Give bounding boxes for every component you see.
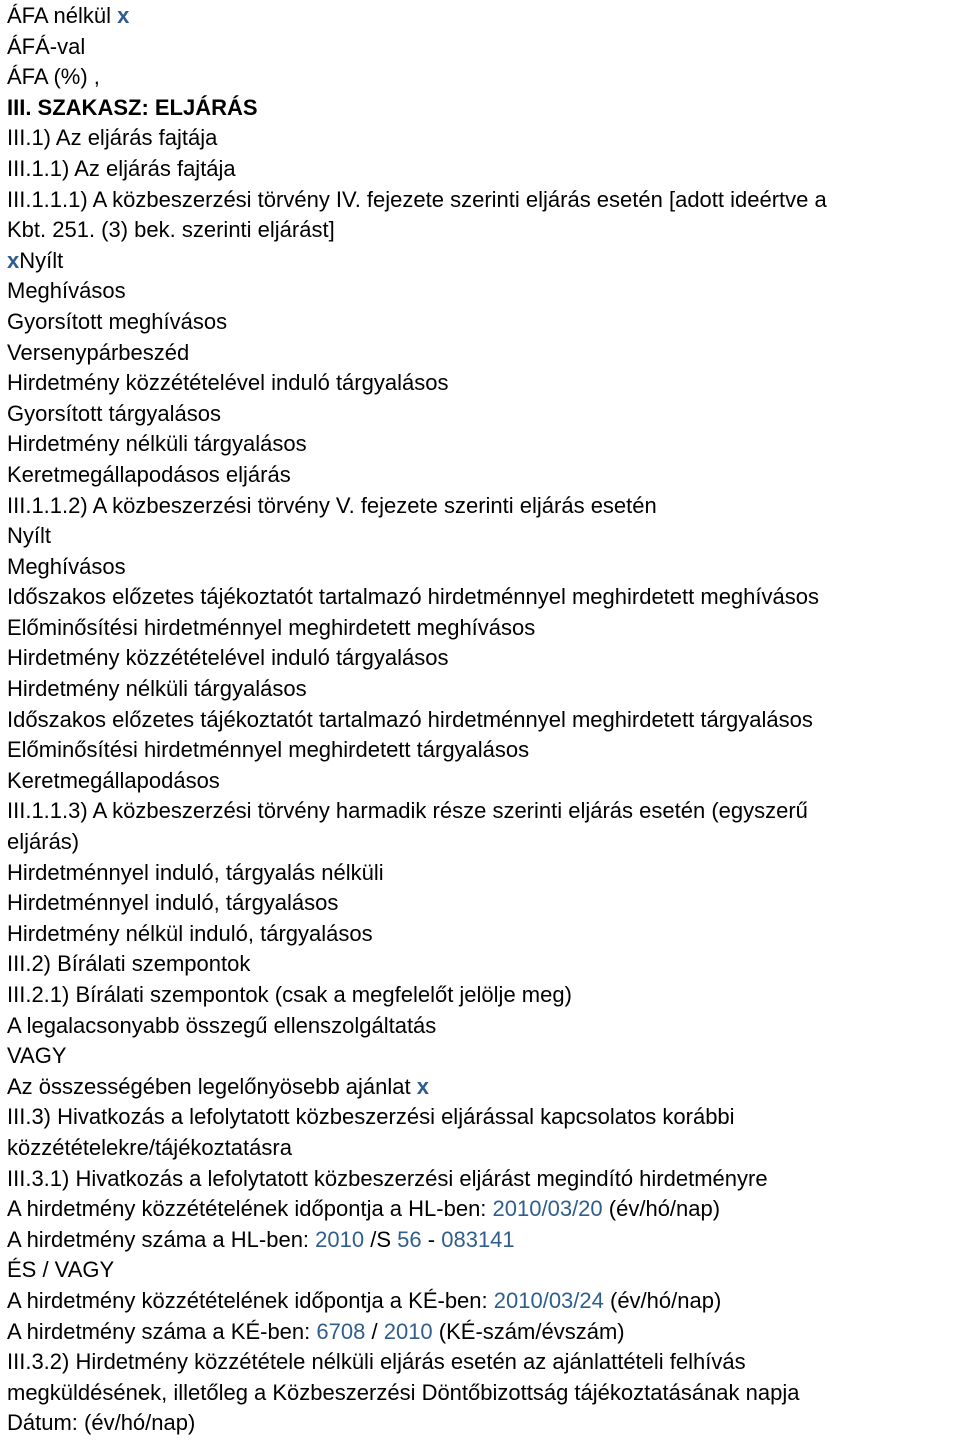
hl-publication-date-line xyxy=(7,1194,960,1225)
hl-publication-date-value: 2010/03/20 xyxy=(492,1196,603,1222)
ke-publication-date-line xyxy=(7,1286,960,1317)
hl-publication-date-label: A hirdetmény közzétételének időpontja a HL-ben: xyxy=(7,1196,487,1222)
heading-iii-1-1-2: III.1.1.2) A közbeszerzési törvény V. fejezete szerinti eljárás esetén xyxy=(7,492,657,518)
hl-notice-dash: - xyxy=(427,1226,436,1252)
most-advantageous-checkmark: x xyxy=(416,1073,429,1099)
ke-publication-date-format: (év/hó/nap) xyxy=(610,1287,722,1313)
hl-notice-number: 083141 xyxy=(441,1226,515,1252)
heading-iii-1-1-1-cont: Kbt. 251. (3) bek. szerinti eljárást] xyxy=(7,217,335,243)
option-restricted: Meghívásos xyxy=(7,278,126,304)
option-simple-notice-negotiated: Hirdetménnyel induló, tárgyalásos xyxy=(7,890,339,916)
heading-iii-3-2-cont: megküldésének, illetőleg a Közbeszerzési Döntőbizottság tájékoztatásának napja xyxy=(7,1379,800,1405)
heading-iii-1: III.1) Az eljárás fajtája xyxy=(7,125,218,151)
heading-iii-3-cont: közzétételekre/tájékoztatásra xyxy=(7,1134,292,1160)
section-iii-heading: III. SZAKASZ: ELJÁRÁS xyxy=(7,94,258,120)
option-v-prequalified-restricted: Előminősítési hirdetménnyel meghirdetett meghívásos xyxy=(7,614,536,640)
vat-excluded-checkmark: x xyxy=(117,3,130,28)
hl-publication-date-format: (év/hó/nap) xyxy=(608,1196,721,1222)
ke-notice-number: 6708 xyxy=(316,1318,366,1344)
heading-iii-3-2: III.3.2) Hirdetmény közzététele nélküli eljárás esetén az ajánlattételi felhívás xyxy=(7,1349,746,1375)
criterion-most-advantageous-line xyxy=(7,1072,960,1103)
option-negotiated-without-notice: Hirdetmény nélküli tárgyalásos xyxy=(7,431,307,457)
open-checkmark: x xyxy=(7,247,20,273)
hl-notice-number-label: A hirdetmény száma a HL-ben: xyxy=(7,1226,310,1252)
heading-iii-2-1: III.2.1) Bírálati szempontok (csak a megfelelőt jelölje meg) xyxy=(7,982,572,1007)
ke-notice-sep: / xyxy=(371,1318,378,1344)
or-separator: VAGY xyxy=(7,1043,67,1069)
heading-iii-1-1-1: III.1.1.1) A közbeszerzési törvény IV. fejezete szerinti eljárás esetén [adott ideértve a xyxy=(7,186,827,212)
option-simple-no-notice-negotiated: Hirdetmény nélkül induló, tárgyalásos xyxy=(7,920,373,946)
ke-notice-number-label: A hirdetmény száma a KÉ-ben: xyxy=(7,1318,311,1344)
option-v-negotiated-without-notice: Hirdetmény nélküli tárgyalásos xyxy=(7,676,307,702)
heading-iii-2: III.2) Bírálati szempontok xyxy=(7,951,251,977)
option-v-negotiated-with-notice: Hirdetmény közzétételével induló tárgyalásos xyxy=(7,645,449,671)
option-negotiated-with-notice: Hirdetmény közzétételével induló tárgyalásos xyxy=(7,370,449,396)
option-v-periodic-restricted: Időszakos előzetes tájékoztatót tartalmazó hirdetménnyel meghirdetett meghívásos xyxy=(7,584,819,610)
ke-notice-format: (KÉ-szám/évszám) xyxy=(438,1318,625,1344)
ke-publication-date-label: A hirdetmény közzétételének időpontja a KÉ-ben: xyxy=(7,1287,488,1313)
and-or-separator: ÉS / VAGY xyxy=(7,1257,115,1283)
hl-notice-issue: 56 xyxy=(397,1226,422,1252)
option-v-framework: Keretmegállapodásos xyxy=(7,767,220,793)
hl-notice-series: /S xyxy=(370,1226,392,1252)
ke-notice-number-line xyxy=(7,1317,960,1348)
hl-notice-year: 2010 xyxy=(315,1226,365,1252)
option-simple-notice-no-negotiation: Hirdetménnyel induló, tárgyalás nélküli xyxy=(7,859,384,885)
option-v-restricted: Meghívásos xyxy=(7,553,126,579)
heading-iii-1-1-3-cont: eljárás) xyxy=(7,829,80,855)
heading-iii-1-1-3: III.1.1.3) A közbeszerzési törvény harmadik része szerinti eljárás esetén (egyszerű xyxy=(7,798,808,824)
option-v-periodic-negotiated: Időszakos előzetes tájékoztatót tartalmazó hirdetménnyel meghirdetett tárgyalásos xyxy=(7,706,813,732)
option-accelerated-restricted: Gyorsított meghívásos xyxy=(7,308,228,334)
vat-percent-line: ÁFA (%) , xyxy=(7,64,100,90)
hl-notice-number-line xyxy=(7,1225,960,1256)
option-open-line xyxy=(7,246,960,277)
option-competitive-dialogue: Versenypárbeszéd xyxy=(7,339,190,365)
vat-included-line: ÁFÁ-val xyxy=(7,33,86,59)
option-v-open: Nyílt xyxy=(7,523,51,549)
option-accelerated-negotiated: Gyorsított tárgyalásos xyxy=(7,400,221,426)
ke-publication-date-value: 2010/03/24 xyxy=(493,1287,604,1313)
heading-iii-3: III.3) Hivatkozás a lefolytatott közbeszerzési eljárással kapcsolatos korábbi xyxy=(7,1104,735,1130)
vat-excluded-line xyxy=(7,1,960,32)
document-page xyxy=(0,1,960,1439)
option-v-prequalified-negotiated: Előminősítési hirdetménnyel meghirdetett tárgyalásos xyxy=(7,737,530,763)
heading-iii-1-1: III.1.1) Az eljárás fajtája xyxy=(7,155,236,181)
criterion-most-advantageous-label: Az összességében legelőnyösebb ajánlat xyxy=(7,1073,411,1099)
heading-iii-3-1: III.3.1) Hivatkozás a lefolytatott közbeszerzési eljárást megindító hirdetményre xyxy=(7,1165,768,1191)
vat-excluded-label: ÁFA nélkül xyxy=(7,3,111,28)
ke-notice-year: 2010 xyxy=(383,1318,433,1344)
date-field-line: Dátum: (év/hó/nap) xyxy=(7,1410,196,1436)
criterion-lowest-price: A legalacsonyabb összegű ellenszolgáltatás xyxy=(7,1012,437,1038)
option-open-label: Nyílt xyxy=(19,247,64,273)
option-framework-procedure: Keretmegállapodásos eljárás xyxy=(7,461,291,487)
